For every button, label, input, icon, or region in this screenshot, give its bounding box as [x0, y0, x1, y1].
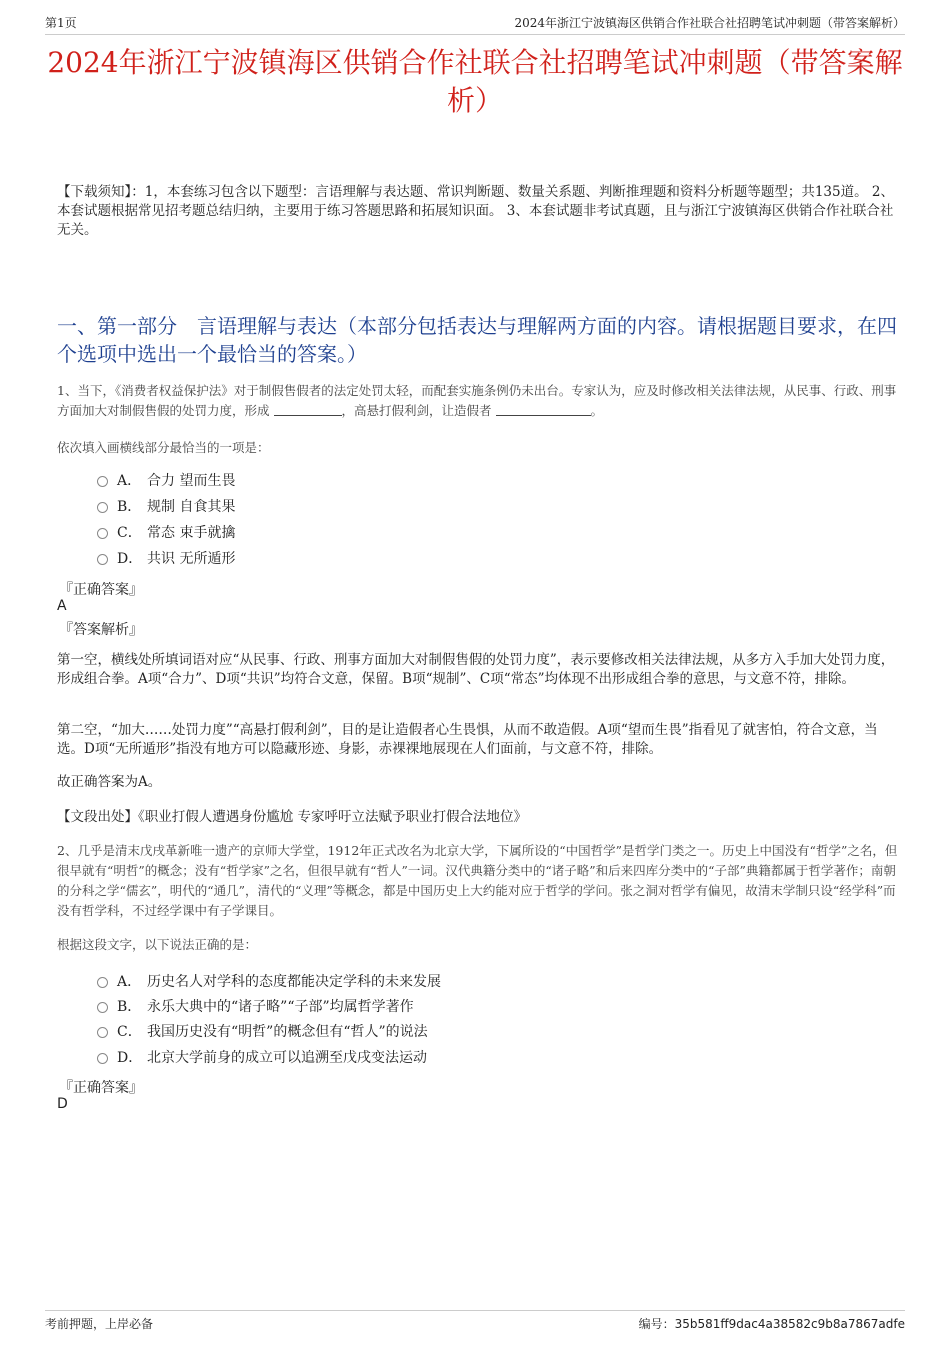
radio-icon[interactable] [97, 528, 108, 539]
header-doc-title: 2024年浙江宁波镇海区供销合作社联合社招聘笔试冲刺题（带答案解析） [514, 16, 905, 30]
radio-icon[interactable] [97, 1053, 108, 1064]
radio-icon[interactable] [97, 554, 108, 565]
download-notice: 【下载须知】：1，本套练习包含以下题型：言语理解与表达题、常识判断题、数量关系题、判断推理题和资料分析题等题型；共135道。 2、本套试题根据常见招考题总结归纳，主要用于练习答题思路和拓展知识面。 3、本套试题非考试真题，且与浙江宁波镇海区供销合作社联合社无关。 [57, 184, 894, 238]
q1-analysis-label: 『答案解析』 [59, 622, 143, 638]
q1-analysis-paragraph-1: 第一空，横线处所填词语对应“从民事、行政、刑事方面加大对制假售假的处罚力度”，表示要修改相关法律法规，从多方入手加大处罚力度，形成组合拳。A项“合力”、D项“共识”均符合文意，保留。B项“规制”、C项“常态”均体现不出形成组合拳的意思，与文意不符，排除。 [57, 652, 895, 687]
radio-icon[interactable] [97, 476, 108, 487]
q1-source: 【文段出处】《职业打假人遭遇身份尴尬 专家呼吁立法赋予职业打假合法地位》 [57, 809, 528, 825]
q1-answer-label: 『正确答案』 [59, 582, 143, 598]
q2-answer: D [57, 1096, 68, 1112]
footer-code: 编号：35b581ff9dac4a38582c9b8a7867adfe [638, 1317, 905, 1331]
q1-option-d[interactable]: D． 共识 无所遁形 [97, 549, 235, 569]
radio-icon[interactable] [97, 1027, 108, 1038]
footer-slogan: 考前押题，上岸必备 [45, 1317, 154, 1331]
question-1-prompt: 依次填入画横线部分最恰当的一项是： [57, 440, 270, 455]
section-title: 一、第一部分 言语理解与表达（本部分包括表达与理解两方面的内容。请根据题目要求，在四个选项中选出一个最恰当的答案。） [57, 314, 897, 366]
q1-option-b[interactable]: B． 规制 自食其果 [97, 497, 235, 517]
q1-option-a[interactable]: A． 合力 望而生畏 [97, 471, 235, 491]
q2-answer-label: 『正确答案』 [59, 1080, 143, 1096]
answer-blank-1 [274, 403, 342, 416]
q1-analysis-paragraph-2: 第二空，“加大……处罚力度”“高悬打假利剑”，目的是让造假者心生畏惧，从而不敢造假。A项“望而生畏”指看见了就害怕，符合文意，当选。D项“无所遁形”指没有地方可以隐藏形迹、身影，赤裸裸地展现在人们面前，与文意不符，排除。 [57, 722, 878, 757]
q1-option-c[interactable]: C． 常态 束手就擒 [97, 523, 235, 543]
q2-option-a[interactable]: A． 历史名人对学科的态度都能决定学科的未来发展 [97, 972, 441, 992]
radio-icon[interactable] [97, 502, 108, 513]
page-number: 第1页 [45, 16, 77, 30]
page-footer [45, 1310, 905, 1331]
radio-icon[interactable] [97, 1002, 108, 1013]
question-1-text: 1、当下，《消费者权益保护法》对于制假售假者的法定处罚太轻，而配套实施条例仍未出台。专家认为，应及时修改相关法律法规，从民事、行政、刑事方面加大对制假售假的处罚力度，形成 ，高悬打假利剑，让造假者 。 [57, 383, 897, 418]
question-2-text: 2、几乎是清末戊戌革新唯一遗产的京师大学堂，1912年正式改名为北京大学，下属所设的“中国哲学”是哲学门类之一。历史上中国没有“哲学”之名，但很早就有“明哲”的概念；没有“哲学家”之名，但很早就有“哲人”一词。汉代典籍分类中的“诸子略”和后来四库分类中的“子部”典籍都属于哲学著作；南朝的分科之学“儒玄”，明代的“通几”，清代的“义理”等概念，都是中国历史上大约能对应于哲学的学问。张之洞对哲学有偏见，故清末学制只设“经学科”而没有哲学科，不过经学课中有子学课目。 [57, 843, 898, 918]
page-header [45, 14, 905, 35]
q2-option-b[interactable]: B． 永乐大典中的“诸子略”“子部”均属哲学著作 [97, 997, 414, 1017]
question-2-prompt: 根据这段文字，以下说法正确的是： [57, 937, 258, 952]
q2-option-c[interactable]: C． 我国历史没有“明哲”的概念但有“哲人”的说法 [97, 1022, 428, 1042]
radio-icon[interactable] [97, 977, 108, 988]
answer-blank-2 [496, 403, 591, 416]
q1-conclusion: 故正确答案为A。 [57, 774, 162, 790]
document-title: 2024年浙江宁波镇海区供销合作社联合社招聘笔试冲刺题（带答案解析） [47, 46, 903, 117]
q2-option-d[interactable]: D． 北京大学前身的成立可以追溯至戊戌变法运动 [97, 1048, 427, 1068]
q1-answer: A [57, 598, 67, 614]
